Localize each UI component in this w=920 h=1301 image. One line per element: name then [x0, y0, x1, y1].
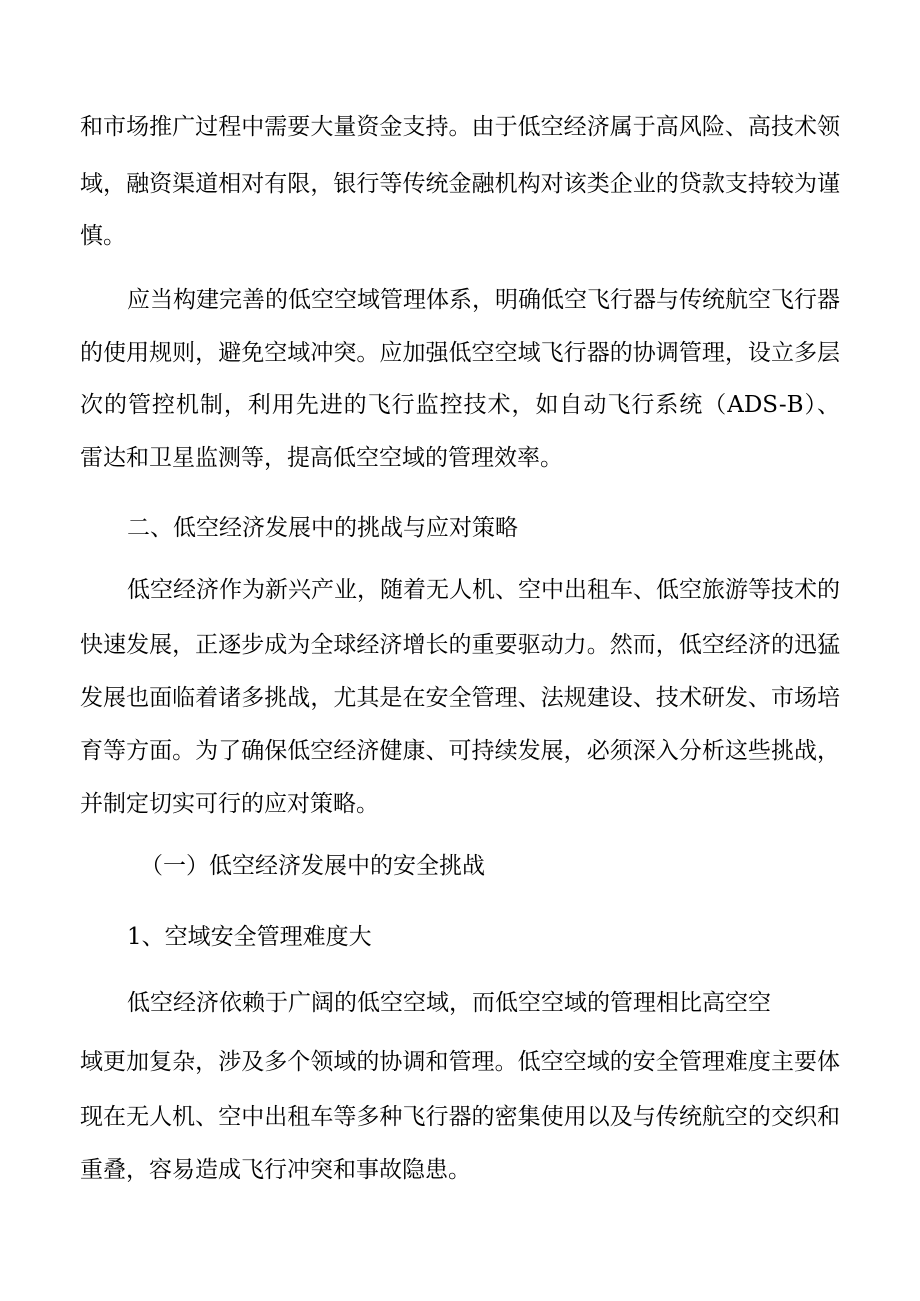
paragraph-line: 次的管控机制，利用先进的飞行监控技术，如自动飞行系统（ADS-B）、: [80, 392, 840, 418]
paragraph-line: 低空经济作为新兴产业，随着无人机、空中出租车、低空旅游等技术的: [127, 577, 840, 603]
paragraph-line: 快速发展，正逐步成为全球经济增长的重要驱动力。然而，低空经济的迅猛: [80, 632, 840, 658]
paragraph-line: 发展也面临着诸多挑战，尤其是在安全管理、法规建设、技术研发、市场培: [80, 685, 840, 711]
paragraph-line: 低空经济依赖于广阔的低空空域，而低空空域的管理相比高空空: [127, 990, 771, 1016]
subsection-heading: （一）低空经济发展中的安全挑战: [140, 853, 485, 879]
paragraph-line: 的使用规则，避免空域冲突。应加强低空空域飞行器的协调管理，设立多层: [80, 340, 840, 366]
paragraph-line: 育等方面。为了确保低空经济健康、可持续发展，必须深入分析这些挑战，: [80, 738, 840, 764]
paragraph-line: 域更加复杂，涉及多个领域的协调和管理。低空空域的安全管理难度主要体: [80, 1049, 840, 1075]
paragraph-line: 雷达和卫星监测等，提高低空空域的管理效率。: [80, 445, 563, 471]
paragraph-line: 并制定切实可行的应对策略。: [80, 791, 379, 817]
paragraph-line: 现在无人机、空中出租车等多种飞行器的密集使用以及与传统航空的交织和: [80, 1104, 840, 1130]
item-heading: 1、空域安全管理难度大: [127, 924, 372, 950]
paragraph-line: 和市场推广过程中需要大量资金支持。由于低空经济属于高风险、高技术领: [80, 114, 840, 140]
section-heading: 二、低空经济发展中的挑战与应对策略: [127, 515, 518, 541]
paragraph-line: 慎。: [80, 223, 126, 249]
paragraph-line: 重叠，容易造成飞行冲突和事故隐患。: [80, 1157, 471, 1183]
paragraph-line: 应当构建完善的低空空域管理体系，明确低空飞行器与传统航空飞行器: [127, 287, 840, 313]
paragraph-line: 域，融资渠道相对有限，银行等传统金融机构对该类企业的贷款支持较为谨: [80, 171, 840, 197]
